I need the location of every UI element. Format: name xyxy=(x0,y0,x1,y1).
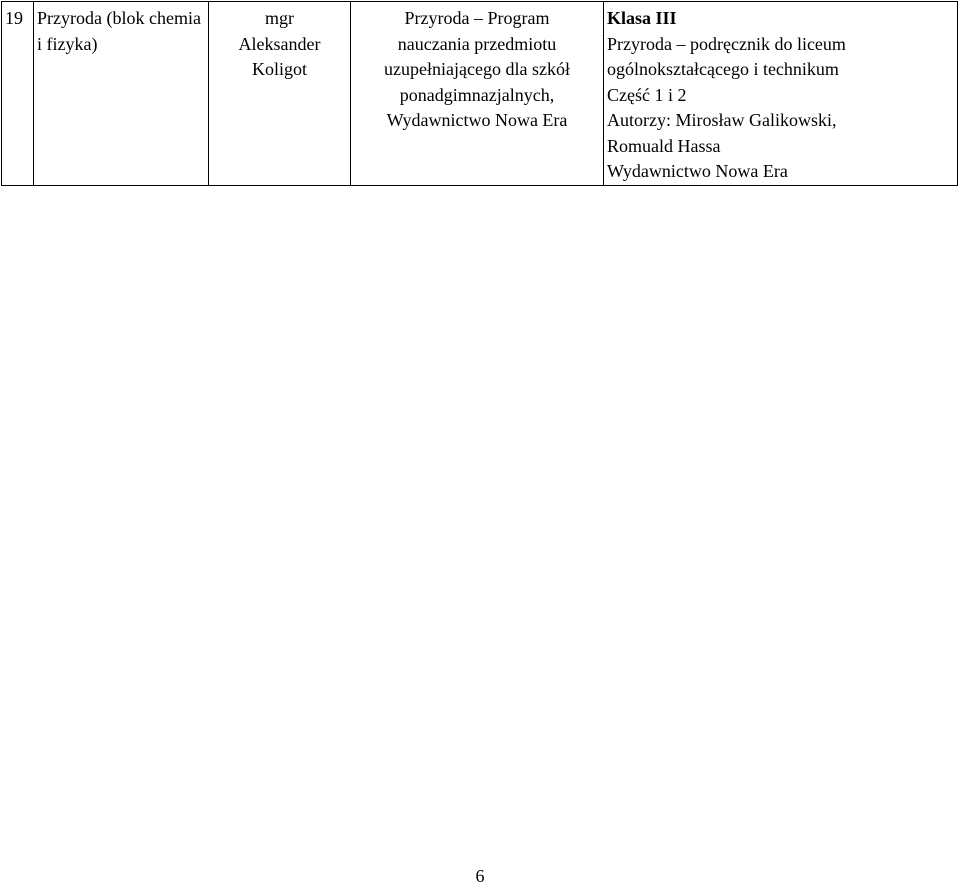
program-cell xyxy=(351,2,604,186)
program-line: nauczania przedmiotu xyxy=(397,33,557,54)
textbook-cell xyxy=(604,2,958,186)
textbook-line: Wydawnictwo Nowa Era xyxy=(607,161,788,181)
teacher-first-name: Aleksander xyxy=(238,33,321,54)
table-row xyxy=(2,2,958,186)
class-label: Klasa III xyxy=(607,8,677,28)
subject-cell: Przyroda (blok chemia i fizyka) xyxy=(34,2,209,186)
textbook-line: Romuald Hassa xyxy=(607,135,721,156)
program-line: ponadgimnazjalnych, xyxy=(399,84,555,105)
teacher-title: mgr xyxy=(265,8,294,28)
page-number: 6 xyxy=(475,866,485,886)
textbook-line: Przyroda – podręcznik do liceum xyxy=(607,33,846,54)
teacher-last-name: Koligot xyxy=(251,59,307,79)
program-line: Przyroda – Program xyxy=(404,8,550,28)
textbook-line: ogólnokształcącego i technikum xyxy=(607,59,839,79)
curriculum-table xyxy=(1,1,958,186)
row-number-cell: 19 xyxy=(2,2,34,186)
textbook-line: Autorzy: Mirosław Galikowski, xyxy=(607,110,837,130)
textbook-line: Część 1 i 2 xyxy=(607,84,687,105)
program-line: uzupełniającego dla szkół xyxy=(384,59,570,79)
program-line: Wydawnictwo Nowa Era xyxy=(386,110,568,130)
teacher-cell xyxy=(209,2,351,186)
